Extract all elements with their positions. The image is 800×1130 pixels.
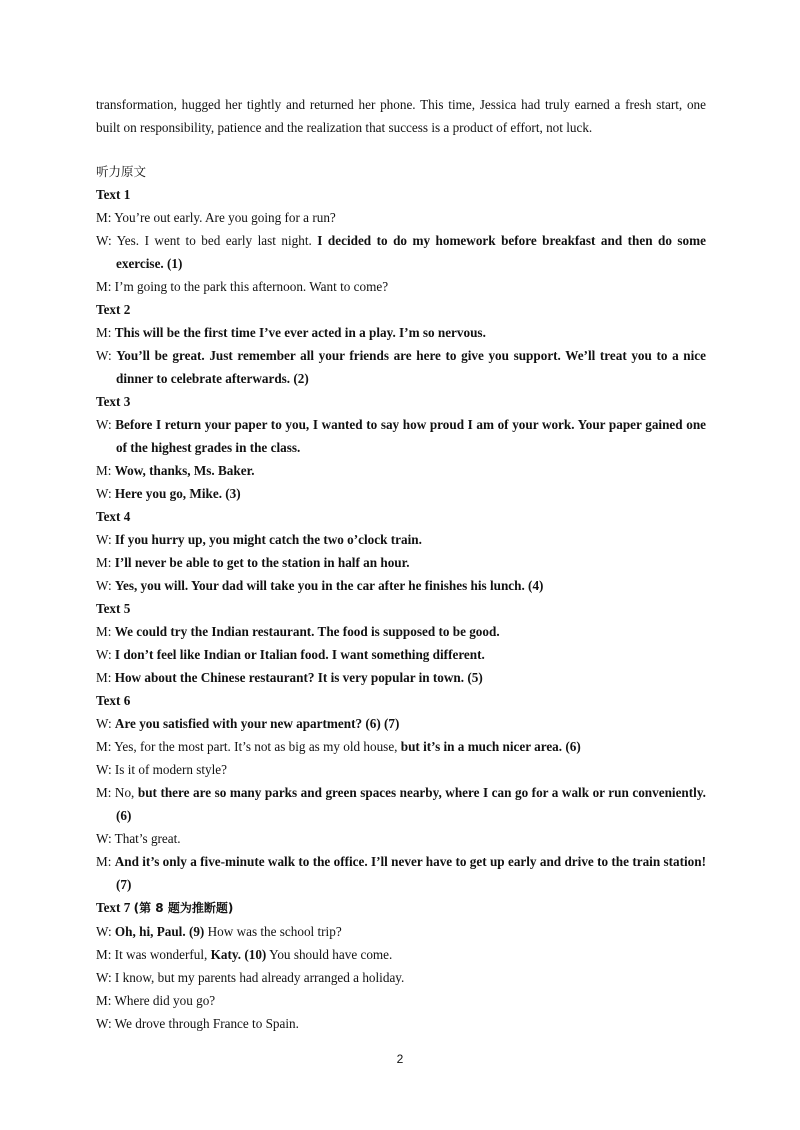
dialogue-text-bold: And it’s only a five-minute walk to the office. I’ll never have to get up early and drive to the train station! (7) [114, 854, 706, 892]
dialogue-text: W: [96, 417, 116, 432]
dialogue-text: W: [96, 578, 115, 593]
dialogue-line [96, 989, 706, 1012]
dialogue-text-bold: We could try the Indian restaurant. The food is supposed to be good. [114, 624, 500, 639]
dialogue-line [96, 712, 706, 735]
dialogue-text: W: That’s great. [96, 831, 181, 846]
dialogue-line [96, 781, 706, 827]
dialogue-line [96, 574, 706, 597]
text-header-label: Text 7 [96, 900, 131, 915]
dialogue-text: M: [96, 463, 115, 478]
dialogue-text-bold: You’ll be great. Just remember all your friends are here to give you support. We’ll treat you to a nice dinner to celebrate afterwards. (2) [116, 348, 706, 386]
dialogue-line [96, 459, 706, 482]
dialogue-line [96, 275, 706, 298]
text-header-label: Text 2 [96, 302, 131, 317]
text-block [96, 390, 706, 505]
dialogue-line [96, 620, 706, 643]
dialogue-line [96, 1012, 706, 1035]
dialogue-text: M: [96, 555, 115, 570]
dialogue-line [96, 229, 706, 275]
dialogue-line [96, 920, 706, 943]
dialogue-text-bold: I decided to do my homework before breakfast and then do some exercise. (1) [116, 233, 706, 271]
intro-paragraph: transformation, hugged her tightly and returned her phone. This time, Jessica had truly earned a fresh start, one built on responsibility, patience and the realization that success is a product of effort, not luck. [96, 97, 706, 135]
dialogue-text: M: [96, 670, 115, 685]
text-header [96, 505, 706, 528]
dialogue-line [96, 735, 706, 758]
transcript [96, 183, 706, 1035]
text-block [96, 298, 706, 390]
text-header [96, 689, 706, 712]
dialogue-text-bold: Here you go, Mike. (3) [114, 486, 241, 501]
text-header [96, 183, 706, 206]
text-header-label: Text 3 [96, 394, 131, 409]
dialogue-text-bold: Are you satisfied with your new apartment? (6) (7) [114, 716, 400, 731]
dialogue-text-bold: Katy. (10) [210, 947, 267, 962]
text-header [96, 390, 706, 413]
dialogue-line [96, 758, 706, 781]
dialogue-text-bold: Wow, thanks, Ms. Baker. [114, 463, 255, 478]
dialogue-text: M: Where did you go? [96, 993, 216, 1008]
dialogue-text-bold: This will be the first time I’ve ever acted in a play. I’m so nervous. [114, 325, 486, 340]
dialogue-text: W: We drove through France to Spain. [96, 1016, 299, 1031]
dialogue-line [96, 966, 706, 989]
text-header [96, 896, 706, 920]
text-header [96, 298, 706, 321]
dialogue-text: W: [96, 486, 115, 501]
text-header [96, 597, 706, 620]
text-header-label: Text 5 [96, 601, 131, 616]
section-label: 听力原文 [96, 164, 147, 179]
dialogue-text: W: Is it of modern style? [96, 762, 227, 777]
dialogue-line [96, 321, 706, 344]
dialogue-text: W: [96, 924, 115, 939]
dialogue-text: W: Yes. I went to bed early last night. [96, 233, 318, 248]
dialogue-text: M: [96, 624, 115, 639]
text-block [96, 689, 706, 896]
page-content [96, 93, 706, 1035]
dialogue-line [96, 827, 706, 850]
dialogue-text-bold: If you hurry up, you might catch the two o’clock train. [114, 532, 422, 547]
dialogue-line [96, 528, 706, 551]
dialogue-text: M: [96, 854, 115, 869]
dialogue-text: W: [96, 532, 115, 547]
page-number: 2 [396, 1052, 404, 1066]
dialogue-line [96, 551, 706, 574]
dialogue-line [96, 643, 706, 666]
text-header-note: (第 8 题为推断题) [133, 901, 234, 915]
dialogue-text-bold: but there are so many parks and green spaces nearby, where I can go for a walk or run conveniently. (6) [116, 785, 706, 823]
text-block [96, 183, 706, 298]
dialogue-line [96, 482, 706, 505]
dialogue-text: M: Yes, for the most part. It’s not as big as my old house, [96, 739, 401, 754]
dialogue-text: W: [96, 716, 115, 731]
dialogue-text-bold: Yes, you will. Your dad will take you in the car after he finishes his lunch. (4) [114, 578, 544, 593]
dialogue-text: You should have come. [266, 947, 393, 962]
dialogue-text: M: It was wonderful, [96, 947, 211, 962]
text-header-label: Text 4 [96, 509, 131, 524]
dialogue-text-bold: Before I return your paper to you, I wanted to say how proud I am of your work. Your paper gained one of the highest grades in the class. [115, 417, 707, 455]
dialogue-line [96, 413, 706, 459]
dialogue-text: M: [96, 325, 115, 340]
dialogue-line [96, 666, 706, 689]
dialogue-line [96, 943, 706, 966]
text-block [96, 505, 706, 597]
text-block [96, 597, 706, 689]
dialogue-line [96, 850, 706, 896]
dialogue-text: W: I know, but my parents had already arranged a holiday. [96, 970, 405, 985]
text-block [96, 896, 706, 1035]
dialogue-text: W: [96, 647, 115, 662]
text-header-label: Text 1 [96, 187, 131, 202]
text-header-label: Text 6 [96, 693, 131, 708]
dialogue-line [96, 344, 706, 390]
dialogue-text: How was the school trip? [204, 924, 342, 939]
dialogue-text: M: No, [96, 785, 138, 800]
dialogue-text-bold: I don’t feel like Indian or Italian food. I want something different. [114, 647, 485, 662]
dialogue-text-bold: but it’s in a much nicer area. (6) [400, 739, 581, 754]
dialogue-text-bold: I’ll never be able to get to the station in half an hour. [114, 555, 410, 570]
dialogue-line [96, 206, 706, 229]
dialogue-text: M: You’re out early. Are you going for a run? [96, 210, 336, 225]
dialogue-text-bold: How about the Chinese restaurant? It is very popular in town. (5) [114, 670, 483, 685]
dialogue-text-bold: Oh, hi, Paul. (9) [114, 924, 205, 939]
dialogue-text: W: [96, 348, 117, 363]
dialogue-text: M: I’m going to the park this afternoon. Want to come? [96, 279, 389, 294]
